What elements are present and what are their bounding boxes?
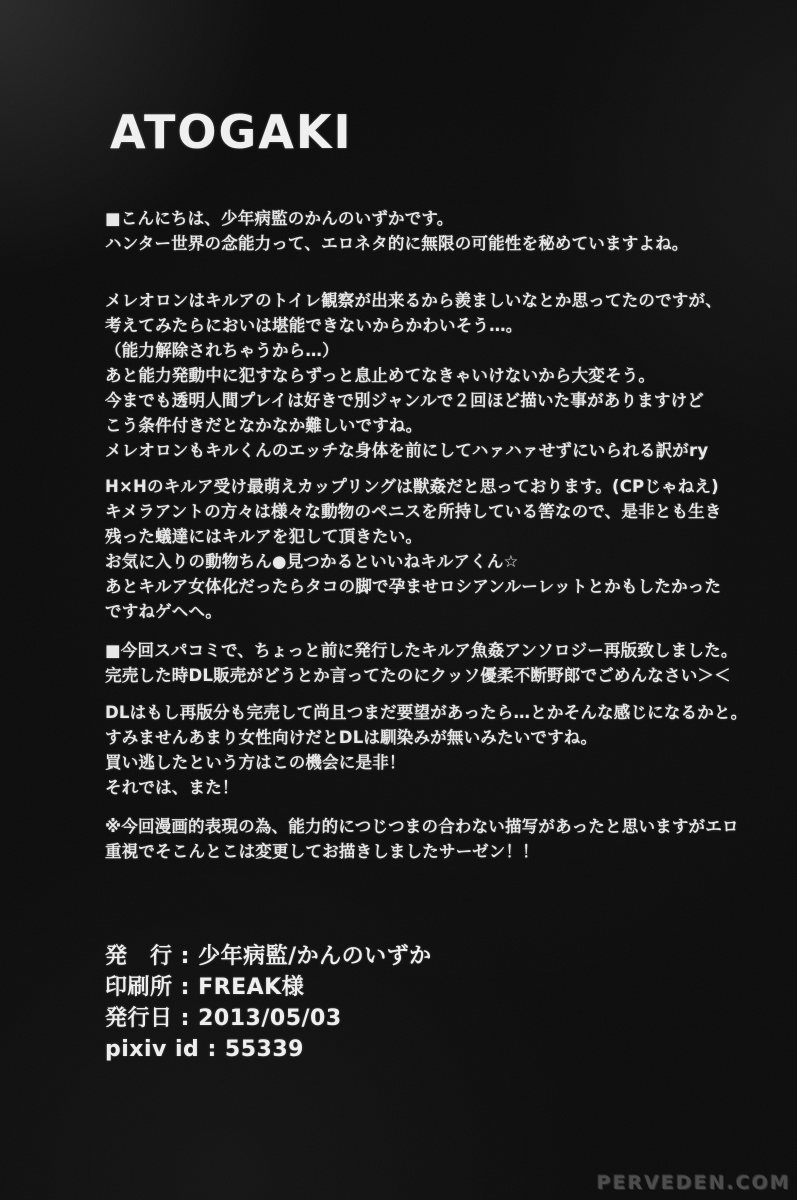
afterword-paragraph-note	[105, 814, 739, 864]
text-line: ■こんにちは、少年病監のかんのいずかです。	[105, 209, 454, 228]
text-line: DLはもし再版分も完売して尚且つまだ要望があったら…とかそんな感じになるかと。	[105, 703, 748, 722]
text-line: キメラアントの方々は様々な動物のペニスを所持している筈なので、是非とも生き	[105, 502, 722, 521]
site-watermark: PERVEDEN.COM	[596, 1172, 791, 1194]
text-line: 完売した時DL販売がどうとか言ってたのにクッソ優柔不断野郎でごめんなさい＞＜	[105, 666, 731, 685]
text-line: ですねゲヘヘ。	[105, 602, 222, 621]
text-line: あとキルア女体化だったらタコの脚で孕ませロシアンルーレットとかもしたかった	[105, 577, 722, 596]
colophon-publish-date: 発行日 : 2013/05/03	[105, 1006, 342, 1031]
text-line: 重視でそこんとこは変更してお描きしましたサーゼン！！	[105, 842, 539, 861]
text-line: それでは、また！	[105, 778, 239, 797]
colophon-pixiv-id: pixiv id : 55339	[105, 1037, 304, 1062]
afterword-paragraph-dl-sales	[105, 700, 747, 800]
text-line: 残った蟻達にはキルアを犯して頂きたい。	[105, 527, 423, 546]
text-line: （能力解除されちゃうから…）	[105, 341, 339, 360]
text-line: メレオロンもキルくんのエッチな身体を前にしてハァハァせずにいられる訳がry	[105, 441, 709, 460]
colophon-publisher: 発 行 : 少年病監/かんのいずか	[105, 944, 432, 969]
afterword-paragraph-meleoron	[105, 288, 722, 463]
text-line: 買い逃したという方はこの機会に是非！	[105, 753, 406, 772]
text-line: あと能力発動中に犯すならずっと息止めてなきゃいけないから大変そう。	[105, 366, 656, 385]
colophon-printer: 印刷所 : FREAK様	[105, 975, 305, 1000]
page-title: ATOGAKI	[110, 105, 353, 159]
text-line: ※今回漫画的表現の為、能力的につじつまの合わない描写があったと思いますがエロ	[105, 817, 739, 836]
text-line: 考えてみたらにおいは堪能できないからかわいそう…。	[105, 316, 523, 335]
text-line: こう条件付きだとなかなか難しいですね。	[105, 416, 423, 435]
text-line: ■今回スパコミで、ちょっと前に発行したキルア魚姦アンソロジー再版致しました。	[105, 641, 738, 660]
text-line: H×Hのキルア受け最萌えカップリングは獣姦だと思っております。(CPじゃねえ)	[105, 477, 719, 496]
colophon	[105, 941, 432, 1065]
text-line: 今までも透明人間プレイは好きで別ジャンルで２回ほど描いた事がありますけど	[105, 391, 704, 410]
text-line: メレオロンはキルアのトイレ観察が出来るから羨ましいなとか思ってたのですが、	[105, 291, 722, 310]
afterword-paragraph-reprint	[105, 638, 738, 688]
afterword-paragraph-coupling	[105, 474, 722, 624]
text-line: すみませんあまり女性向けだとDLは馴染みが無いみたいですね。	[105, 728, 598, 747]
text-line: ハンター世界の念能力って、エロネタ的に無限の可能性を秘めていますよね。	[105, 234, 689, 253]
text-line: お気に入りの動物ちん●見つかるといいねキルアくん☆	[105, 552, 519, 571]
afterword-paragraph-greeting	[105, 206, 689, 256]
